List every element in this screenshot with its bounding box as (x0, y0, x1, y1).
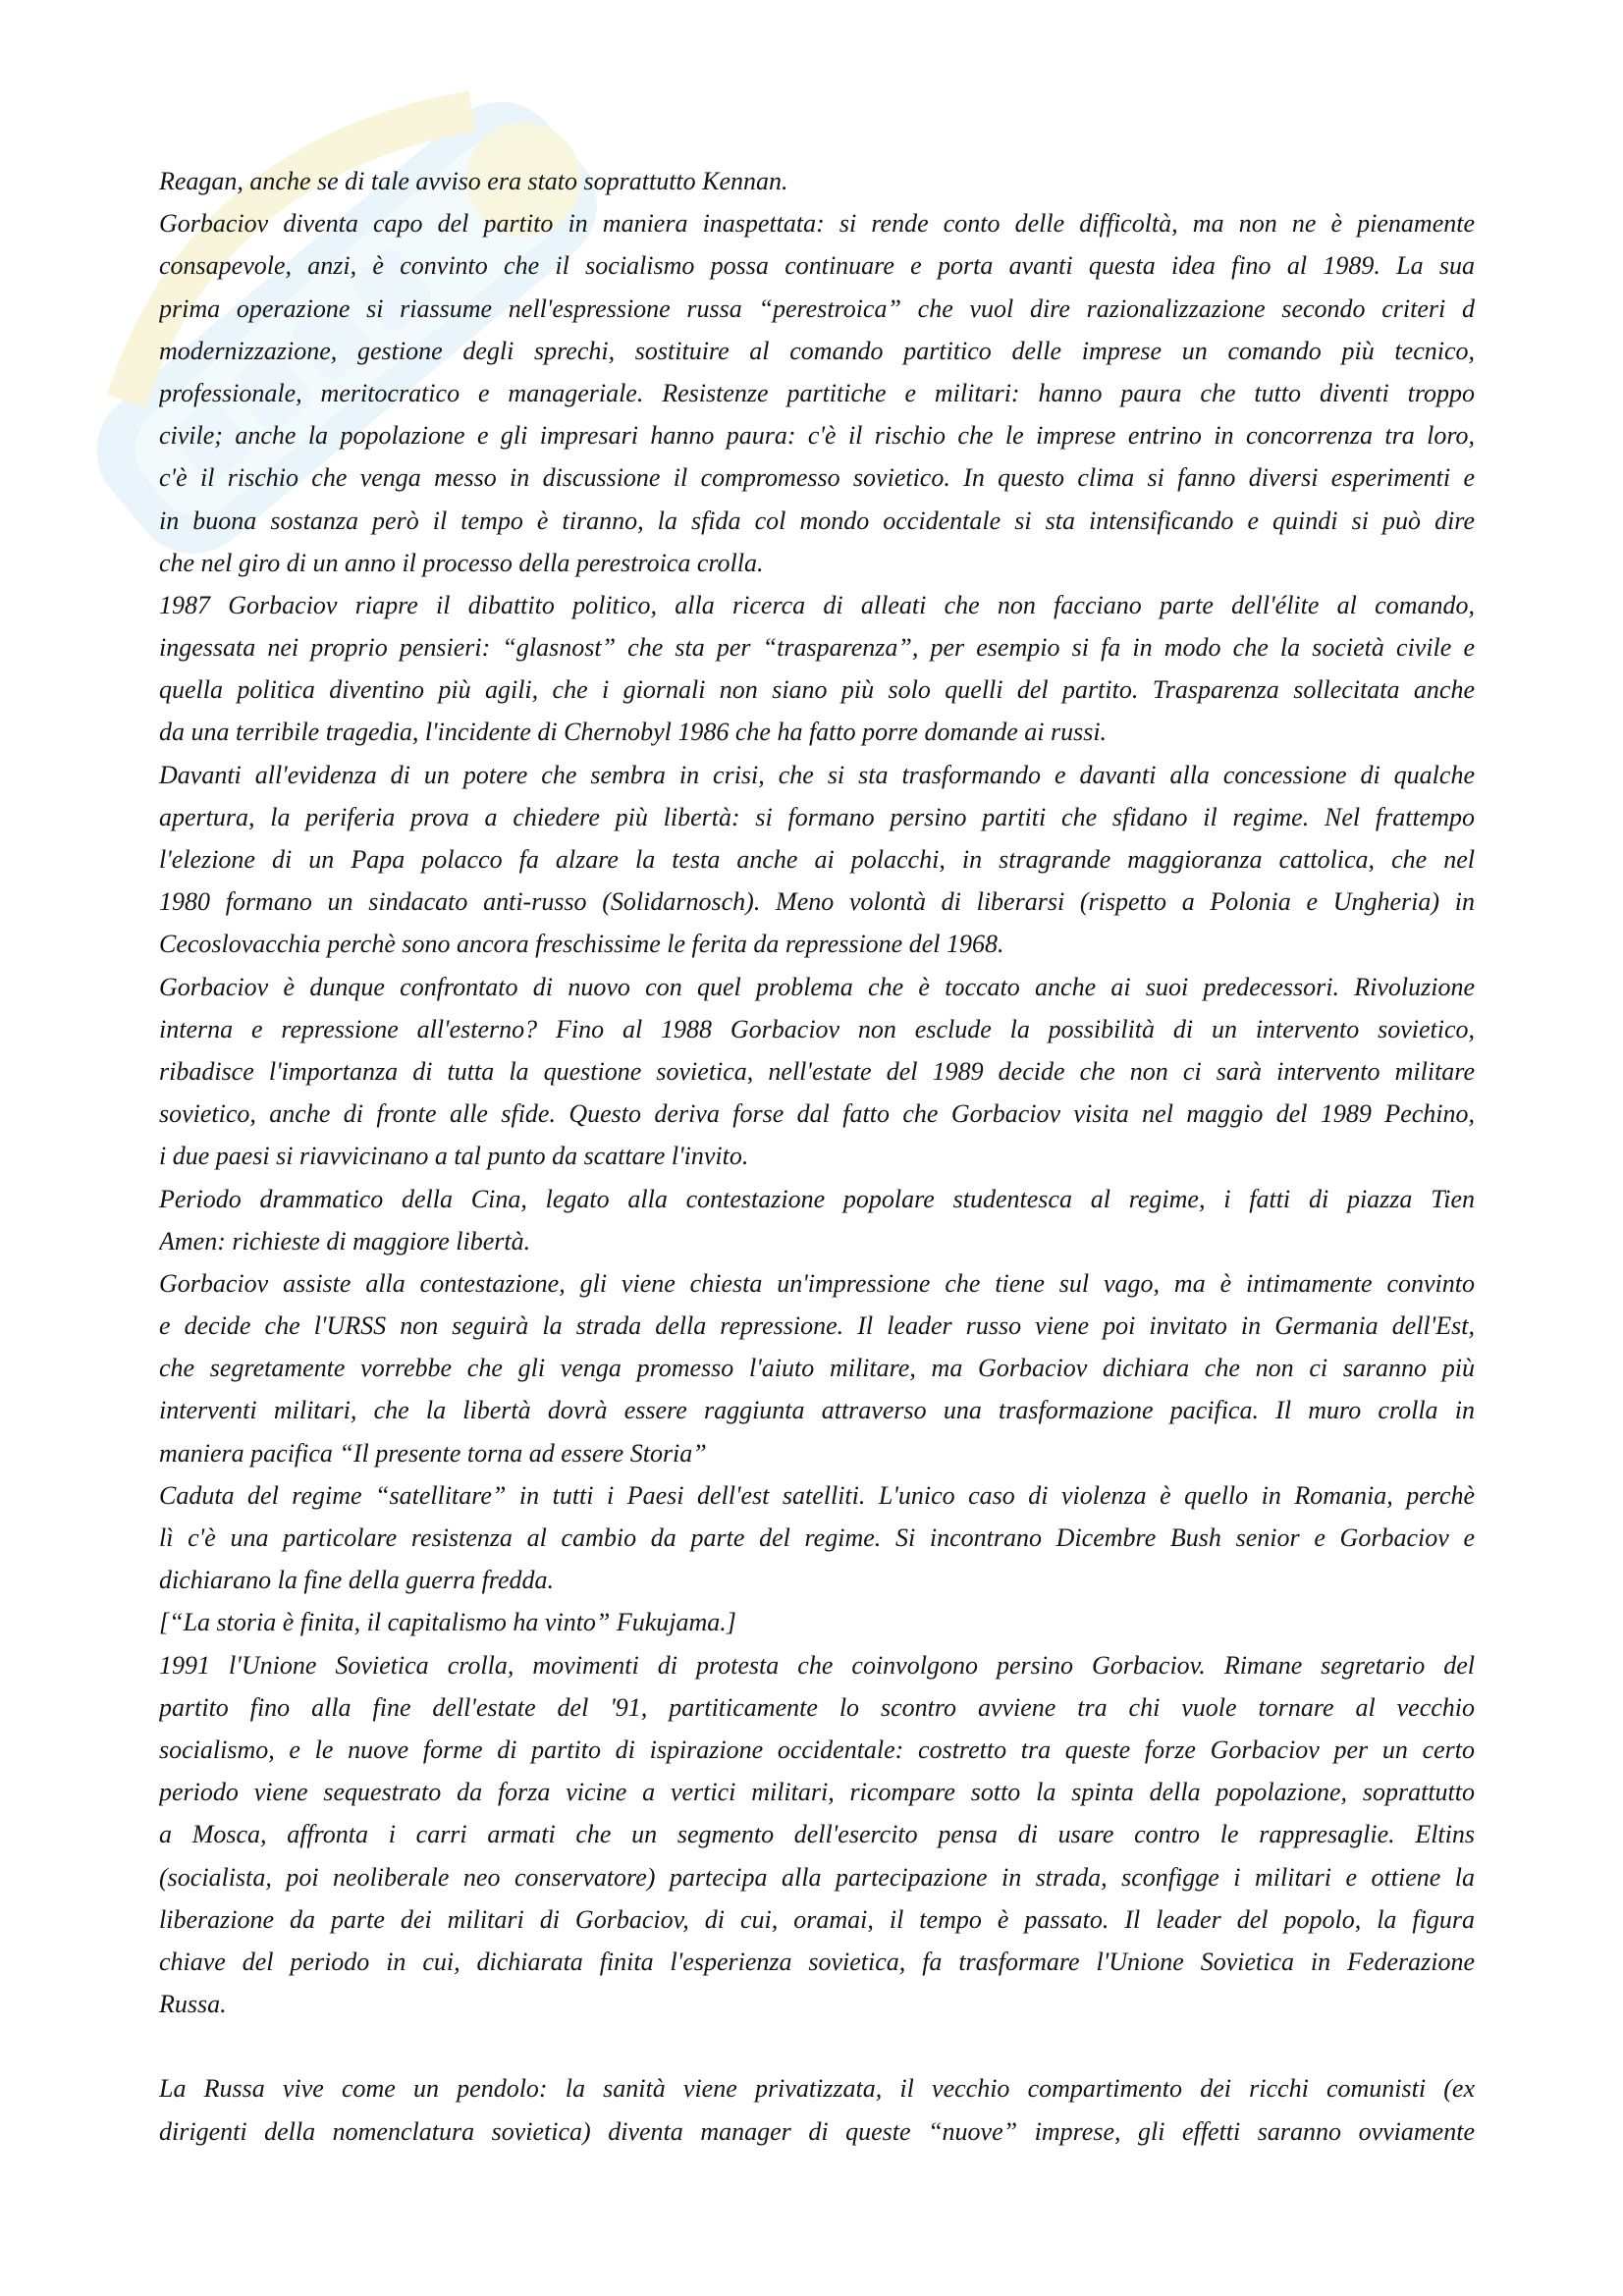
text-line: La Russa vive come un pendolo: la sanità viene privatizzata, il vecchio compartimento dei ricchi comunisti (ex (159, 2074, 1475, 2104)
text-line: 1987 Gorbaciov riapre il dibattito politico, alla ricerca di alleati che non facciano parte dell'élite al comando, (159, 590, 1475, 619)
text-line: (socialista, poi neoliberale neo conservatore) partecipa alla partecipazione in strada, sconfigge i militari e ottiene la (159, 1862, 1475, 1892)
text-line: periodo viene sequestrato da forza vicine a vertici militari, ricompare sotto la spinta della popolazione, soprattutto (159, 1778, 1475, 1807)
text-line: Russa. (159, 1990, 227, 2019)
text-line: partito fino alla fine dell'estate del '91, partiticamente lo scontro avviene tra chi vuole tornare al vecchio (159, 1692, 1475, 1722)
text-line: l'elezione di un Papa polacco fa alzare la testa anche ai polacchi, in stragrande maggioranza cattolica, che nel (159, 845, 1475, 874)
text-line: Amen: richieste di maggiore libertà. (159, 1226, 531, 1255)
text-line: quella politica diventino più agili, che i giornali non siano più solo quelli del partito. Trasparenza sollecitata anche (159, 675, 1475, 705)
text-line: 1991 l'Unione Sovietica crolla, movimenti di protesta che coinvolgono persino Gorbaciov. Rimane segretario del (159, 1650, 1475, 1680)
text-line: lì c'è una particolare resistenza al cambio da parte del regime. Si incontrano Dicembre Bush senior e Gorbaciov e (159, 1523, 1475, 1552)
text-line: i due paesi si riavvicinano a tal punto da scattare l'invito. (159, 1142, 749, 1171)
text-line: Davanti all'evidenza di un potere che sembra in crisi, che si sta trasformando e davanti alla concessione di qualche (159, 760, 1475, 789)
text-line: in buona sostanza però il tempo è tiranno, la sfida col mondo occidentale si sta intensificando e quindi si può dire (159, 506, 1475, 535)
text-line: Periodo drammatico della Cina, legato alla contestazione popolare studentesca al regime, i fatti di piazza Tien (159, 1184, 1475, 1213)
text-line: apertura, la periferia prova a chiedere più libertà: si formano persino partiti che sfidano il regime. Nel frattempo (159, 802, 1475, 831)
text-line: liberazione da parte dei militari di Gorbaciov, di cui, oramai, il tempo è passato. Il leader del popolo, la figura (159, 1904, 1475, 1934)
text-line: modernizzazione, gestione degli sprechi, sostituire al comando partitico delle imprese un comando più tecnico, (159, 336, 1475, 365)
document-body (159, 160, 1475, 2153)
text-line: Cecoslovacchia perchè sono ancora freschissime le ferita da repressione del 1968. (159, 930, 1004, 959)
text-line: professionale, meritocratico e manageriale. Resistenze partitiche e militari: hanno paura che tutto diventi troppo (159, 378, 1475, 407)
text-line: c'è il rischio che venga messo in discussione il compromesso sovietico. In questo clima si fanno diversi esperimenti e (159, 463, 1475, 493)
text-line: ingessata nei proprio pensieri: “glasnost” che sta per “trasparenza”, per esempio si fa in modo che la società civile e (159, 633, 1475, 663)
text-line: da una terribile tragedia, l'incidente di Chernobyl 1986 che ha fatto porre domande ai russi. (159, 718, 1108, 747)
text-line: socialismo, e le nuove forme di partito di ispirazione occidentale: costretto tra queste forze Gorbaciov per un certo (159, 1735, 1475, 1764)
paragraph-gap (159, 2025, 1475, 2067)
text-line: sovietico, anche di fronte alle sfide. Questo deriva forse dal fatto che Gorbaciov visita nel maggio del 1989 Pechino, (159, 1099, 1475, 1129)
text-line: 1980 formano un sindacato anti-russo (Solidarnosch). Meno volontà di liberarsi (rispetto a Polonia e Ungheria) in (159, 887, 1475, 917)
text-line: maniera pacifica “Il presente torna ad essere Storia” (159, 1438, 707, 1468)
text-line: interna e repressione all'esterno? Fino al 1988 Gorbaciov non esclude la possibilità di un intervento sovietico, (159, 1014, 1475, 1043)
text-line: Reagan, anche se di tale avviso era stato soprattutto Kennan. (159, 167, 788, 195)
text-line: prima operazione si riassume nell'espressione russa “perestroica” che vuol dire razionalizzazione secondo criteri d (159, 294, 1475, 323)
text-line: ribadisce l'importanza di tutta la questione sovietica, nell'estate del 1989 decide che non ci sarà intervento militare (159, 1056, 1475, 1086)
text-line: Caduta del regime “satellitare” in tutti i Paesi dell'est satelliti. L'unico caso di violenza è quello in Romania, perchè (159, 1480, 1475, 1510)
text-line: interventi militari, che la libertà dovrà essere raggiunta attraverso una trasformazione pacifica. Il muro crolla in (159, 1396, 1475, 1425)
text-line: consapevole, anzi, è convinto che il socialismo possa continuare e porta avanti questa idea fino al 1989. La sua (159, 251, 1475, 281)
text-line: a Mosca, affronta i carri armati che un segmento dell'esercito pensa di usare contro le rappresaglie. Eltins (159, 1820, 1475, 1849)
text-line: che segretamente vorrebbe che gli venga promesso l'aiuto militare, ma Gorbaciov dichiara che non ci saranno più (159, 1354, 1475, 1383)
text-line: dirigenti della nomenclatura sovietica) diventa manager di queste “nuove” imprese, gli effetti saranno ovviamente (159, 2116, 1475, 2146)
text-line: e decide che l'URSS non seguirà la strada della repressione. Il leader russo viene poi invitato in Germania dell'Est, (159, 1311, 1475, 1341)
text-line: che nel giro di un anno il processo della perestroica crolla. (159, 548, 764, 577)
text-line: [“La storia è finita, il capitalismo ha vinto” Fukujama.] (159, 1608, 736, 1637)
text-line: Gorbaciov è dunque confrontato di nuovo con quel problema che è toccato anche ai suoi predecessori. Rivoluzione (159, 972, 1475, 1001)
text-line: chiave del periodo in cui, dichiarata finita l'esperienza sovietica, fa trasformare l'Unione Sovietica in Federazione (159, 1947, 1475, 1976)
text-line: Gorbaciov diventa capo del partito in maniera inaspettata: si rende conto delle difficoltà, ma non ne è pienamente (159, 209, 1475, 239)
text-line: civile; anche la popolazione e gli impresari hanno paura: c'è il rischio che le imprese entrino in concorrenza tra loro, (159, 421, 1475, 451)
text-line: Gorbaciov assiste alla contestazione, gli viene chiesta un'impressione che tiene sul vago, ma è intimamente convinto (159, 1268, 1475, 1298)
text-line: dichiarano la fine della guerra fredda. (159, 1566, 554, 1595)
